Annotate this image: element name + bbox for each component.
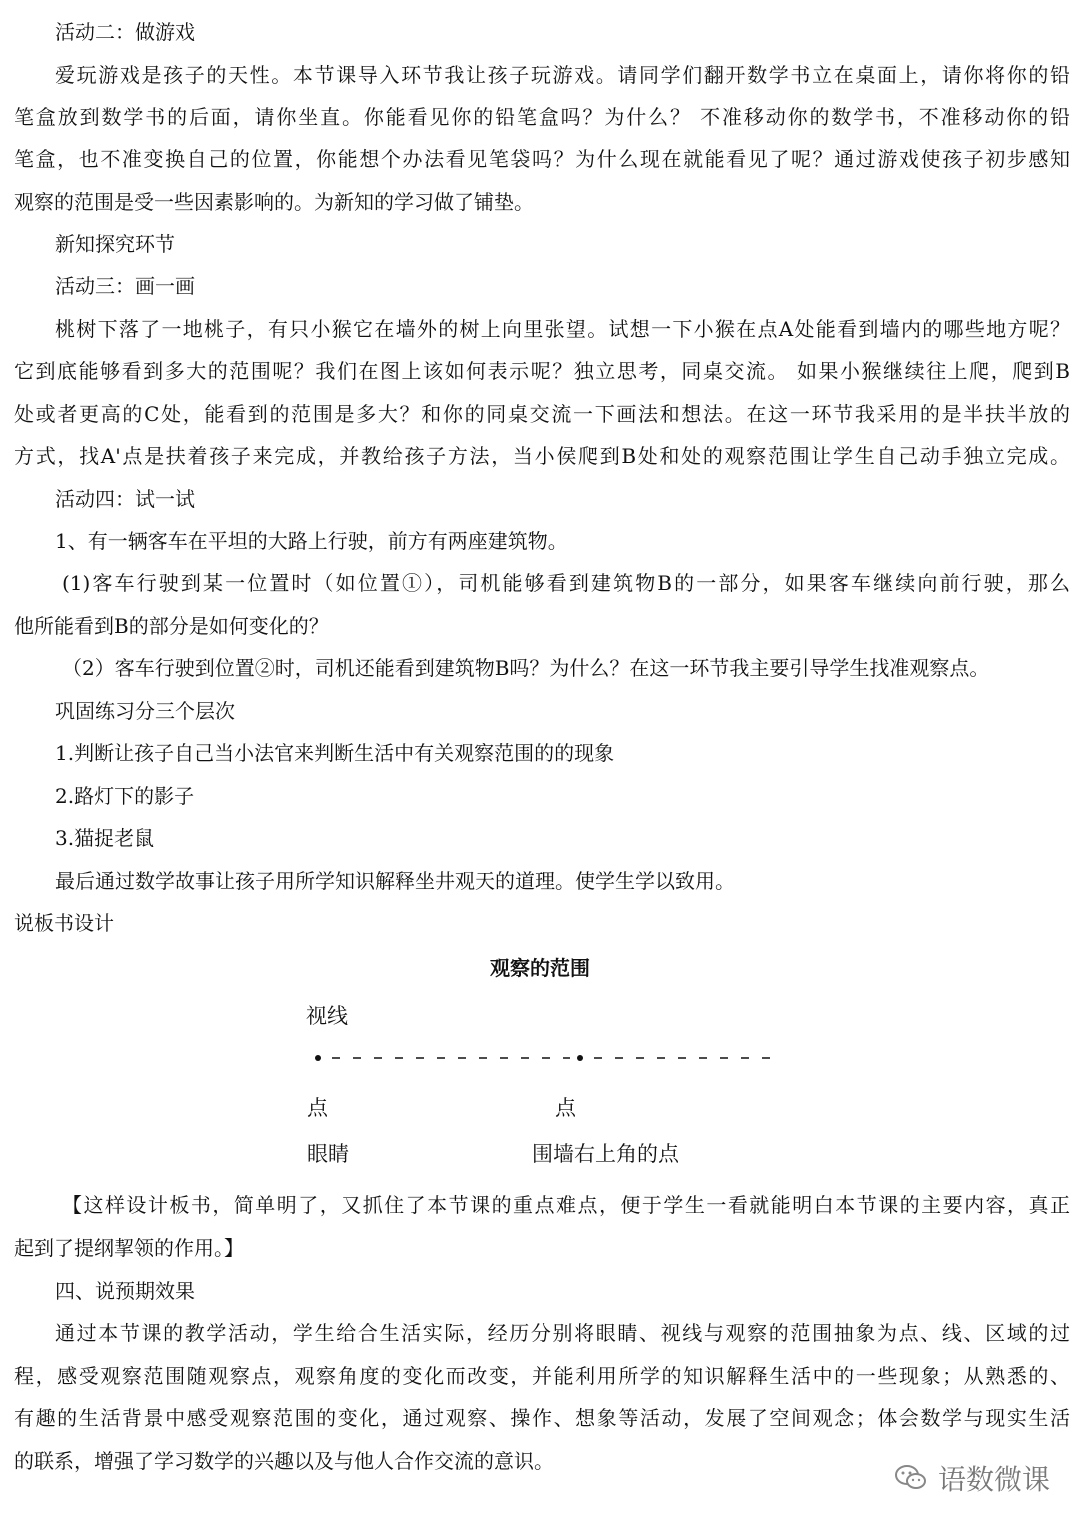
paragraph-line: 1、有一辆客车在平坦的大路上行驶，前方有两座建筑物。 xyxy=(55,529,568,553)
heading-practice: 巩固练习分三个层次 xyxy=(55,699,235,723)
paragraph-line: 笔盒，也不准变换自己的位置，你能想个办法看见笔袋吗？为什么现在就能看见了呢？通过游戏使孩子初步感知 xyxy=(14,147,1070,171)
paragraph-line: 程，感受观察范围随观察点，观察角度的变化而改变，并能利用所学的知识解释生活中的一些现象；从熟悉的、 xyxy=(14,1364,1070,1388)
point-label-right: 点 xyxy=(555,1096,576,1120)
paragraph-line: (1)客车行驶到某一位置时（如位置①），司机能够看到建筑物B的一部分，如果客车继续向前行驶，那么 xyxy=(62,571,1070,595)
list-item: 1.判断让孩子自己当小法官来判断生活中有关观察范围的的现象 xyxy=(55,741,615,765)
paragraph-line: 【这样设计板书，简单明了，又抓住了本节课的重点难点，便于学生一看就能明白本节课的主要内容，真正 xyxy=(62,1193,1070,1217)
paragraph-line: 方式，找A'点是扶着孩子来完成，并教给孩子方法，当小侯爬到B处和处的观察范围让学生自己动手独立完成。 xyxy=(14,444,1070,468)
heading-board-design: 说板书设计 xyxy=(14,911,114,935)
paragraph-line: 它到底能够看到多大的范围呢？我们在图上该如何表示呢？独立思考，同桌交流。 如果小猴继续往上爬，爬到B xyxy=(14,359,1070,383)
watermark-text: 语数微课 xyxy=(937,1463,1050,1496)
eye-point xyxy=(315,1055,321,1061)
list-item: 2.路灯下的影子 xyxy=(55,784,195,808)
heading-activity-4: 活动四：试一试 xyxy=(55,487,195,511)
paragraph-line: 的联系，增强了学习数学的兴趣以及与他人合作交流的意识。 xyxy=(14,1449,554,1473)
board-title: 观察的范围 xyxy=(490,956,590,980)
point-label-left: 点 xyxy=(307,1096,328,1120)
heading-new-knowledge: 新知探究环节 xyxy=(55,232,175,256)
wall-corner-point xyxy=(577,1055,583,1061)
paragraph-line: 最后通过数学故事让孩子用所学知识解释坐井观天的道理。使学生学以致用。 xyxy=(55,869,735,893)
wall-corner-label: 围墙右上角的点 xyxy=(532,1142,679,1166)
paragraph-line: （2）客车行驶到位置②时，司机还能看到建筑物B吗？为什么？在这一环节我主要引导学生找准观察点。 xyxy=(62,656,990,680)
sightline-dashed xyxy=(312,1049,776,1069)
paragraph-line: 他所能看到B的部分是如何变化的？ xyxy=(14,614,329,638)
paragraph-line: 起到了提纲挈领的作用。】 xyxy=(14,1236,244,1260)
paragraph-line: 观察的范围是受一些因素影响的。为新知的学习做了铺垫。 xyxy=(14,190,534,214)
paragraph-line: 通过本节课的教学活动，学生给合生活实际，经历分别将眼睛、视线与观察的范围抽象为点、线、区域的过 xyxy=(55,1321,1070,1345)
paragraph-line: 笔盒放到数学书的后面，请你坐直。你能看见你的铅笔盒吗？为什么？ 不准移动你的数学书，不准移动你的铅 xyxy=(14,105,1070,129)
list-item: 3.猫捉老鼠 xyxy=(55,826,155,850)
heading-activity-3: 活动三：画一画 xyxy=(55,274,195,298)
heading-activity-2: 活动二：做游戏 xyxy=(55,20,195,44)
eye-label: 眼睛 xyxy=(307,1142,349,1166)
wechat-icon xyxy=(894,1463,928,1493)
heading-expected-effect: 四、说预期效果 xyxy=(55,1279,195,1303)
paragraph-line: 处或者更高的C处，能看到的范围是多大？和你的同桌交流一下画法和想法。在这一环节我采用的是半扶半放的 xyxy=(14,402,1070,426)
paragraph-line: 爱玩游戏是孩子的天性。本节课导入环节我让孩子玩游戏。请同学们翻开数学书立在桌面上，请你将你的铅 xyxy=(55,63,1070,87)
paragraph-line: 桃树下落了一地桃子，有只小猴它在墙外的树上向里张望。试想一下小猴在点A处能看到墙内的哪些地方呢？ xyxy=(55,317,1070,341)
sightline-label: 视线 xyxy=(306,1004,348,1028)
paragraph-line: 有趣的生活背景中感受观察范围的变化，通过观察、操作、想象等活动，发展了空间观念；体会数学与现实生活 xyxy=(14,1406,1070,1430)
watermark xyxy=(894,1455,1050,1501)
